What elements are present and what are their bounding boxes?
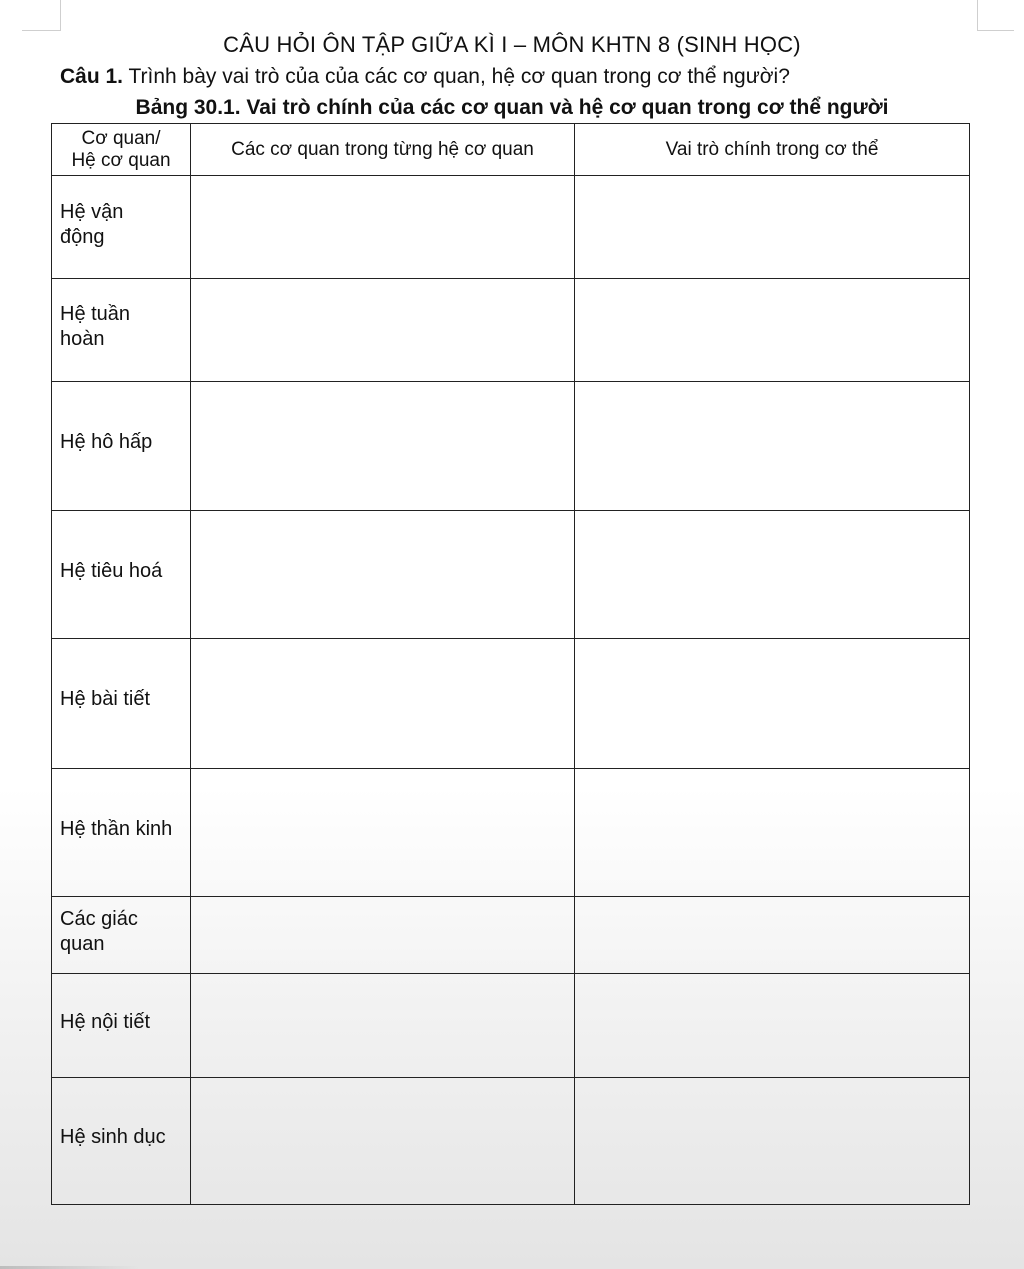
system-name-cell [52, 279, 191, 382]
table-row [52, 974, 970, 1078]
system-name-cell [52, 382, 191, 511]
table-row [52, 1078, 970, 1205]
header-organ-system [52, 124, 191, 176]
system-name-cell [52, 1078, 191, 1205]
system-name-line1: Hệ hô hấp [60, 431, 153, 453]
table-row [52, 897, 970, 974]
role-cell[interactable] [575, 279, 970, 382]
question-1 [60, 65, 790, 89]
table-row [52, 769, 970, 897]
system-name-line1: Hệ tuần [60, 303, 131, 325]
system-name-line2: hoàn [60, 328, 105, 350]
system-name-line1: Hệ sinh dục [60, 1126, 166, 1148]
organs-cell[interactable] [191, 769, 575, 897]
table-header-row [52, 124, 970, 176]
system-name-line1: Hệ nội tiết [60, 1011, 151, 1033]
table-row [52, 639, 970, 769]
system-name-cell [52, 511, 191, 639]
system-name-line1: Hệ vận [60, 201, 124, 223]
system-name-line1: Hệ bài tiết [60, 688, 151, 710]
role-cell[interactable] [575, 897, 970, 974]
organs-cell[interactable] [191, 639, 575, 769]
page-corner-mark-left [22, 0, 61, 31]
header-role-label: Vai trò chính trong cơ thể [665, 138, 879, 160]
document-title: CÂU HỎI ÔN TẬP GIỮA KÌ I – MÔN KHTN 8 (SINH HỌC) [223, 32, 801, 57]
table-row [52, 511, 970, 639]
organs-cell[interactable] [191, 176, 575, 279]
role-cell[interactable] [575, 382, 970, 511]
role-cell[interactable] [575, 1078, 970, 1205]
question-number: Câu 1. [60, 65, 124, 88]
organs-cell[interactable] [191, 1078, 575, 1205]
system-name-cell [52, 897, 191, 974]
system-name-cell [52, 974, 191, 1078]
organs-cell[interactable] [191, 897, 575, 974]
system-name-line1: Hệ thần kinh [60, 818, 173, 840]
system-name-line1: Hệ tiêu hoá [60, 560, 163, 582]
role-cell[interactable] [575, 639, 970, 769]
system-name-line2: quan [60, 933, 105, 955]
system-name-line1: Các giác [60, 908, 138, 930]
system-name-cell [52, 176, 191, 279]
organs-cell[interactable] [191, 279, 575, 382]
role-cell[interactable] [575, 769, 970, 897]
table-row [52, 176, 970, 279]
question-text: Trình bày vai trò của của các cơ quan, hệ cơ quan trong cơ thể người? [123, 65, 790, 88]
header-role [575, 124, 970, 176]
organs-cell[interactable] [191, 382, 575, 511]
system-name-line2: động [60, 226, 105, 248]
organ-systems-table [51, 123, 970, 1205]
table-caption: Bảng 30.1. Vai trò chính của các cơ quan và hệ cơ quan trong cơ thể người [135, 96, 889, 119]
header-organs-label: Các cơ quan trong từng hệ cơ quan [231, 138, 534, 160]
header-organs [191, 124, 575, 176]
role-cell[interactable] [575, 974, 970, 1078]
table-row [52, 279, 970, 382]
header-organ-system-line2: Hệ cơ quan [71, 149, 171, 171]
page-corner-mark-right [977, 0, 1014, 31]
system-name-cell [52, 639, 191, 769]
header-organ-system-line1: Cơ quan/ [81, 127, 161, 149]
role-cell[interactable] [575, 176, 970, 279]
organs-cell[interactable] [191, 974, 575, 1078]
system-name-cell [52, 769, 191, 897]
table-row [52, 382, 970, 511]
role-cell[interactable] [575, 511, 970, 639]
organs-cell[interactable] [191, 511, 575, 639]
